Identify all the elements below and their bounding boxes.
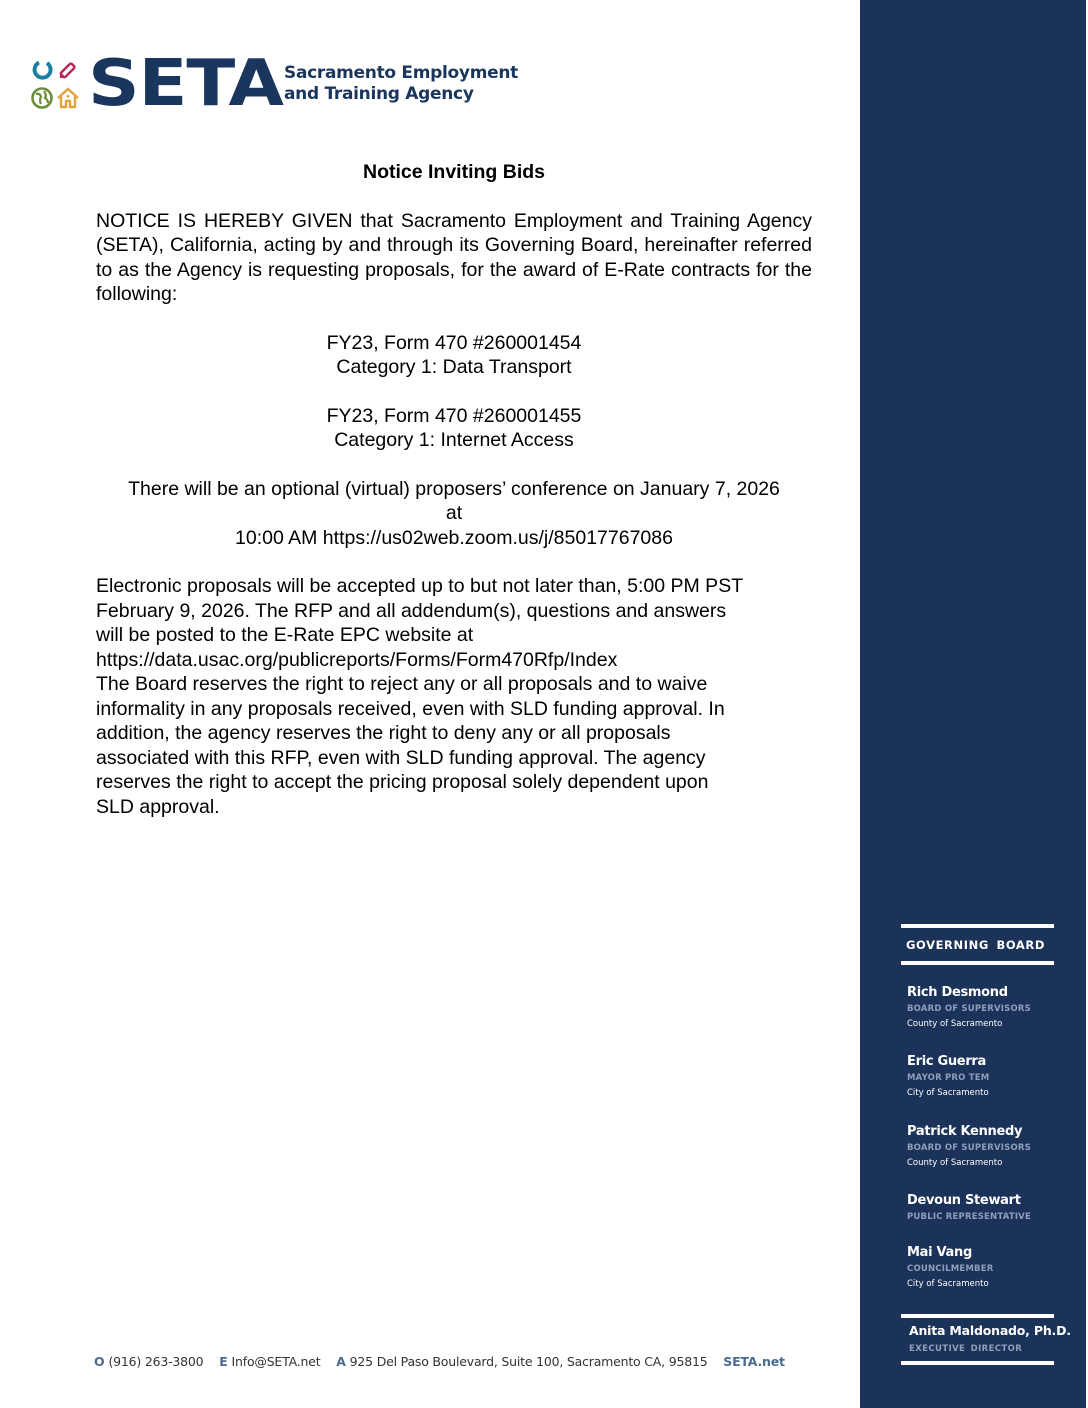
proposals-line-8: associated with this RFP, even with SLD funding approval. The agency	[96, 746, 706, 769]
intro-paragraph: NOTICE IS HEREBY GIVEN that Sacramento Employment and Training Agency (SETA), California, acting by and through its Governing Board, hereinafter referred to as the Agency is requesting proposals, for the award of E-Rate contracts for the following:	[96, 209, 812, 305]
form-number: FY23, Form 470 #260001455	[326, 404, 582, 427]
member-org: County of Sacramento	[907, 1019, 1003, 1029]
divider	[901, 1361, 1054, 1365]
globe-icon	[30, 86, 54, 110]
member-org: City of Sacramento	[907, 1279, 989, 1289]
member-role: COUNCILMEMBER	[907, 1264, 994, 1274]
member-name: Patrick Kennedy	[907, 1124, 1023, 1139]
footer-email	[219, 1354, 324, 1369]
divider	[901, 924, 1054, 928]
board-member	[907, 985, 1031, 1031]
logo-tagline-line1: Sacramento Employment	[284, 63, 518, 83]
footer-phone	[94, 1354, 207, 1369]
proposals-line-9: reserves the right to accept the pricing proposal solely dependent upon	[96, 771, 709, 793]
street-address: 925 Del Paso Boulevard, Suite 100, Sacramento CA, 95815	[349, 1354, 708, 1369]
phone-number: (916) 263-3800	[108, 1354, 204, 1369]
proposals-line-2: February 9, 2026. The RFP and all addendum(s), questions and answers	[96, 599, 727, 622]
phone-label: O	[94, 1354, 105, 1369]
executive-name: Anita Maldonado, Ph.D.	[909, 1323, 1071, 1338]
board-member	[907, 1054, 989, 1100]
divider	[901, 1314, 1054, 1318]
proposals-line-5: The Board reserves the right to reject any or all proposals and to waive	[96, 673, 708, 695]
divider	[901, 961, 1054, 965]
website-link[interactable]: SETA.net	[723, 1354, 785, 1369]
board-member	[907, 1245, 993, 1291]
logo-tagline	[284, 63, 518, 105]
form-number: FY23, Form 470 #260001454	[326, 331, 582, 354]
form-category: Category 1: Data Transport	[336, 356, 572, 378]
conference-notice	[96, 477, 812, 551]
footer-address	[336, 1354, 711, 1369]
logo-wordmark: SETA	[88, 47, 283, 121]
member-name: Mai Vang	[907, 1245, 972, 1260]
form-entry-2	[96, 404, 812, 453]
executive-director	[909, 1323, 1071, 1356]
member-role: MAYOR PRO TEM	[907, 1073, 990, 1083]
conference-link-line[interactable]: 10:00 AM https://us02web.zoom.us/j/85017767086	[235, 526, 673, 549]
email-label: E	[219, 1354, 228, 1369]
form-category: Category 1: Internet Access	[334, 429, 574, 451]
logo-tagline-line2: and Training Agency	[284, 84, 474, 104]
proposals-line-6: informality in any proposals received, even with SLD funding approval. In	[96, 697, 725, 720]
member-role: BOARD OF SUPERVISORS	[907, 1004, 1031, 1014]
proposals-line-10: SLD approval.	[96, 795, 220, 818]
address-label: A	[336, 1354, 346, 1369]
epc-website-link[interactable]: https://data.usac.org/publicreports/Forms/Form470Rfp/Index	[96, 648, 618, 671]
member-org: County of Sacramento	[907, 1158, 1003, 1168]
board-member	[907, 1124, 1031, 1170]
house-icon	[56, 86, 80, 110]
member-org: City of Sacramento	[907, 1088, 989, 1098]
page-title: Notice Inviting Bids	[362, 161, 545, 183]
proposals-paragraph	[96, 574, 812, 819]
member-role: PUBLIC REPRESENTATIVE	[907, 1212, 1031, 1222]
governing-board-heading: GOVERNING BOARD	[906, 938, 1046, 952]
member-role: BOARD OF SUPERVISORS	[907, 1143, 1031, 1153]
proposals-line-7: addition, the agency reserves the right to deny any or all proposals	[96, 722, 671, 744]
notice-body	[96, 160, 812, 819]
ring-icon	[30, 58, 54, 82]
member-name: Eric Guerra	[907, 1054, 987, 1069]
conference-line-2: at	[445, 502, 463, 524]
proposals-line-1: Electronic proposals will be accepted up to but not later than, 5:00 PM PST	[96, 575, 744, 597]
conference-line-1: There will be an optional (virtual) proposers’ conference on January 7, 2026	[128, 477, 780, 500]
member-name: Rich Desmond	[907, 985, 1008, 1000]
contact-footer	[94, 1354, 785, 1369]
governing-board-sidebar	[860, 0, 1086, 1408]
pencil-icon	[56, 58, 80, 82]
executive-role: EXECUTIVE DIRECTOR	[909, 1344, 1023, 1354]
seta-logo	[28, 47, 518, 121]
email-address[interactable]: Info@SETA.net	[231, 1354, 321, 1369]
logo-icon-grid	[28, 56, 84, 112]
form-entry-1	[96, 331, 812, 380]
board-member	[907, 1193, 1031, 1224]
member-name: Devoun Stewart	[907, 1193, 1021, 1208]
proposals-line-3: will be posted to the E-Rate EPC website at	[96, 624, 474, 646]
